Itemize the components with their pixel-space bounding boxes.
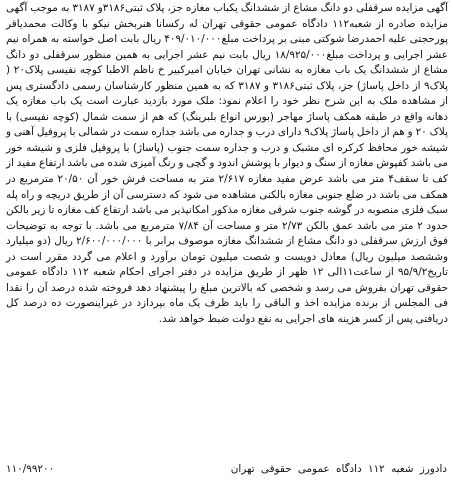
notice-footer — [6, 460, 447, 478]
court-officer-signature: دادورز شعبه ۱۱۲ دادگاه عمومی حقوقی تهران — [230, 463, 447, 475]
auction-notice-body: آگهی مزایده سرقفلی دو دانگ مشاع از ششدانگ یکباب مغازه جز، پلاک ثبتی۳۱۸۶و ۳۱۸۷ به موجب آگهی مزایده صادره از شعبه۱۱۲ دادگاه عمومی حقوقی تهران له رکسانا هنربخش نیکو با وکالت محمدیاقر پورحجتی علیه احمدرضا شوکتی مبنی بر پرداخت مبلغ۴۰۹/۰۱۰/۰۰۰ ریال بابت اصل خواسته به همراه نیم عشر اجرایی و پرداخت مبلغ۱۸/۹۲۵/۰۰۰ ریال بابت نیم عشر اجرایی به همین منظور سرقفلی دو دانگ مشاع از ششدانگ یک باب مغازه به نشانی تهران خیابان امیرکبیر خ ناظم الاطبا کوچه نفیسی پلاک۲۰ ( پلاک۹ از داخل پاساژ) جز، پلاک ثبتی۳۱۸۶ و ۳۱۸۷ که به همین منظور کارشناسان رسمی دادگستری پس از مشاهده ملک به این شرح نظر خود را اعلام نمود: ملک مورد بازدید عبارت است یک باب مغازه یک دهانه واقع در طبقه همکف پاساژ مهاجر (بورس انواع بلبرینگ) که هم از سمت شمال (کوچه نفیسی) با پلاک ۲۰ و هم از داخل پاساژ پلاک۹ دارای درب و جداره می باشد جداره سمت در شمالی با پروفیل آهنی و شیشه خور محافظ کرکره ای مشبک و درب و جداره سمت جنوب (پاساژ) با پروفیل فلزی و شیشه خور می باشد کفپوش مغازه از سنگ و دیوار با پوشش اندود و گچی و رنگ آمیزی شده می باشد ارتفاع مفید از کف تا سقف۴ متر می باشد عرض مفید مغازه ۲/۶۱۷ متر به مساحت فرش خور آن ۲۰/۵۰ مترمربع در همکف می باشد در ضلع جنوبی مغازه بالکنی مشاهده می شود که دسترسی آن از طریق دریچه و راه پله سبک فلزی منصوبه در گوشه جنوب شرقی مغازه مذکور امکانپذیر می باشد ارتفاع کف مغازه تا زیر بالکن حدود ۲ متر می باشد عمق بالکن ۲/۷۳ متر و مساحت آن ۷/۸۴ مترمربع می باشد. با توجه به توضیحات فوق ارزش سرقفلی دو دانگ مشاع از ششدانگ مغازه موصوف برابر با ۲/۶۰۰/۰۰۰/۰۰۰ ریال (دو میلیارد وششصد میلیون ریال) معادل دویست و شصت میلیون تومان برآورد و اعلام می گردد مقرر است در تاریخ۹۵/۹/۲ از ساعت۱۱الی ۱۲ ظهر از طریق مزایده در دفتر اجرای احکام شعبه ۱۱۲ دادگاه عمومی حقوقی تهران بفروش می رسد و شخصی که بالاترین مبلغ را پیشنهاد دهد فروخته شده درصد آن را نقدا فی المجلس از برنده مزایده اخذ و الباقی را باید ظرف یک ماه بپردازد در غیراینصورت ده درصد کل دریافتی پس از کسر هزینه های اجرایی به نفع دولت ضبط خواهد شد. — [6, 2, 449, 325]
notice-reference-number: ۱۱۰/۹۹۲۰۰ — [6, 463, 55, 475]
